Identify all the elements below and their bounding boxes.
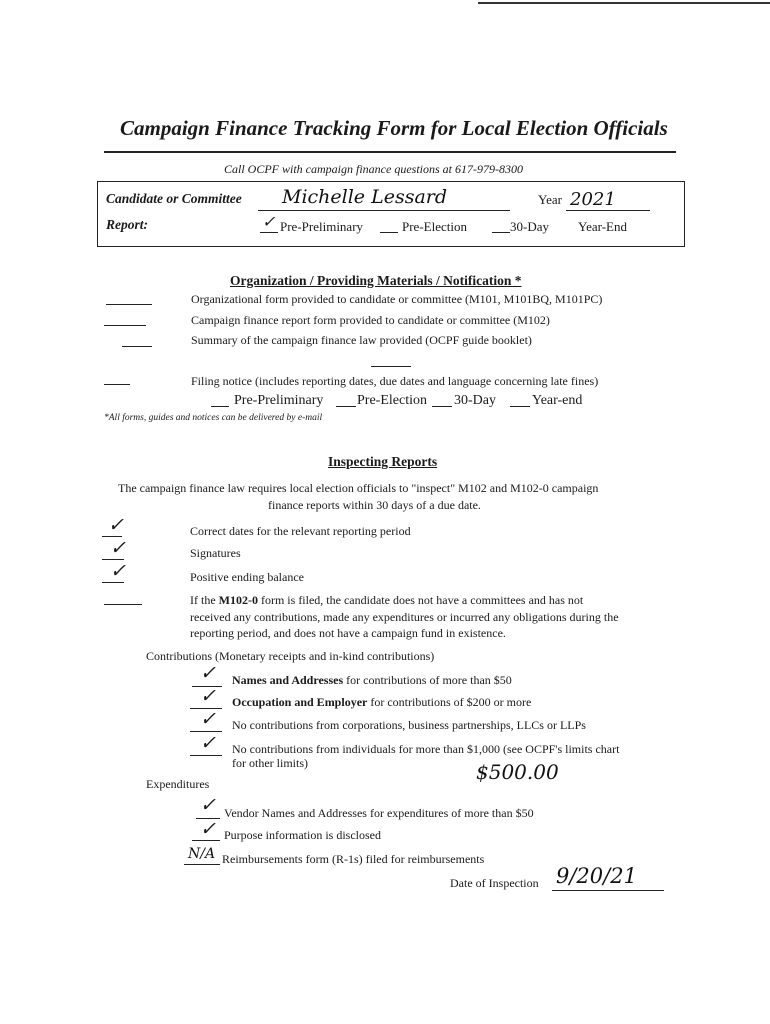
- expend-check-2[interactable]: ✓: [200, 818, 216, 840]
- contrib-item-4-line-2: for other limits): [232, 756, 308, 770]
- org-blank-4[interactable]: [104, 384, 130, 385]
- candidate-line: [258, 210, 510, 211]
- contrib-item-3: No contributions from corporations, business partnerships, LLCs or LLPs: [232, 718, 586, 732]
- m102-line-1: [190, 593, 583, 608]
- candidate-value[interactable]: Michelle Lessard: [282, 186, 448, 208]
- scan-edge-line: [478, 2, 770, 4]
- report-option-pre-election: Pre-Election: [402, 219, 467, 234]
- filing-option-pre-election: Pre-Election: [357, 393, 427, 408]
- contrib-item-2-rest: for contributions of $200 or more: [367, 695, 532, 709]
- year-label: Year: [538, 192, 562, 207]
- contrib-check-1[interactable]: ✓: [200, 662, 216, 684]
- expend-na-mark[interactable]: N/A: [188, 846, 216, 862]
- report-check-mark[interactable]: ✓: [262, 212, 276, 231]
- filing-blank-3[interactable]: [432, 406, 452, 407]
- contrib-item-1-bold: Names and Addresses: [232, 673, 344, 687]
- org-blank-1[interactable]: [106, 304, 152, 305]
- inspect-check-1[interactable]: ✓: [108, 514, 124, 536]
- expend-blank-2: [192, 840, 220, 841]
- expend-blank-3: [184, 864, 220, 865]
- org-blank-3[interactable]: [122, 346, 152, 347]
- contrib-item-2-bold: Occupation and Employer: [232, 695, 368, 709]
- org-heading: Organization / Providing Materials / Notification *: [230, 273, 522, 288]
- candidate-label: Candidate or Committee: [106, 191, 242, 206]
- org-item-4: Filing notice (includes reporting dates, due dates and language concerning late fines): [191, 374, 599, 388]
- m102-line-2: received any contributions, made any expenditures or incurred any obligations during the: [190, 610, 619, 624]
- report-blank-1: [260, 232, 278, 233]
- form-title: Campaign Finance Tracking Form for Local Election Officials: [120, 116, 668, 140]
- filing-blank-1[interactable]: [211, 406, 229, 407]
- org-item-2: Campaign finance report form provided to candidate or committee (M102): [191, 313, 550, 327]
- inspect-intro-2: finance reports within 30 days of a due date.: [268, 498, 481, 512]
- report-option-year-end: Year-End: [578, 219, 627, 234]
- m102-line-3: reporting period, and does not have a campaign fund in existence.: [190, 626, 506, 640]
- contrib-item-2: [232, 695, 531, 710]
- contrib-check-3[interactable]: ✓: [200, 708, 216, 730]
- org-item-1: Organizational form provided to candidate or committee (M101, M101BQ, M101PC): [191, 292, 603, 306]
- m102-rest: form is filed, the candidate does not have a committees and has not: [257, 593, 584, 607]
- inspection-date-value[interactable]: 9/20/21: [556, 864, 637, 888]
- org-stray-line: [371, 366, 411, 367]
- expend-item-2: Purpose information is disclosed: [224, 828, 381, 842]
- expend-item-1: Vendor Names and Addresses for expenditures of more than $50: [224, 806, 534, 820]
- contrib-item-1: [232, 673, 512, 688]
- contributions-label: Contributions (Monetary receipts and in-kind contributions): [146, 649, 435, 663]
- org-footnote: *All forms, guides and notices can be delivered by e-mail: [104, 413, 323, 423]
- expend-check-1[interactable]: ✓: [200, 794, 216, 816]
- inspect-item-dates: Correct dates for the relevant reporting period: [190, 524, 411, 538]
- inspect-blank-3: [102, 582, 124, 583]
- contrib-check-2[interactable]: ✓: [200, 685, 216, 707]
- inspect-check-3[interactable]: ✓: [110, 560, 126, 582]
- subtitle: Call OCPF with campaign finance questions at 617-979-8300: [224, 162, 523, 176]
- filing-blank-4[interactable]: [510, 406, 530, 407]
- report-blank-3: [492, 232, 510, 233]
- contrib-item-1-rest: for contributions of more than $50: [343, 673, 512, 687]
- year-line: [566, 210, 650, 211]
- year-value[interactable]: 2021: [570, 189, 616, 210]
- contrib-blank-4: [190, 755, 222, 756]
- contrib-item-4-line-1: No contributions from individuals for more than $1,000 (see OCPF's limits chart: [232, 742, 620, 756]
- m102-prefix: If the: [190, 593, 219, 607]
- inspect-intro-1: The campaign finance law requires local election officials to "inspect" M102 and M102-0 campaign: [118, 481, 599, 495]
- filing-option-30-day: 30-Day: [454, 393, 496, 408]
- filing-blank-2[interactable]: [336, 406, 356, 407]
- inspection-date-line: [552, 890, 664, 891]
- org-blank-2[interactable]: [104, 325, 146, 326]
- inspection-date-label: Date of Inspection: [450, 876, 539, 890]
- inspect-item-signatures: Signatures: [190, 546, 241, 560]
- inspect-heading: Inspecting Reports: [328, 454, 438, 469]
- report-label: Report:: [106, 217, 148, 232]
- contrib-check-4[interactable]: ✓: [200, 732, 216, 754]
- title-rule: [104, 151, 676, 153]
- filing-option-pre-preliminary: Pre-Preliminary: [234, 393, 324, 408]
- report-option-30-day: 30-Day: [510, 219, 549, 234]
- m102-blank[interactable]: [104, 604, 142, 605]
- org-item-3: Summary of the campaign finance law provided (OCPF guide booklet): [191, 333, 532, 347]
- expend-item-3: Reimbursements form (R-1s) filed for reimbursements: [222, 852, 485, 866]
- handwritten-amount[interactable]: $500.00: [476, 760, 559, 784]
- expenditures-label: Expenditures: [146, 777, 210, 791]
- inspect-item-balance: Positive ending balance: [190, 570, 304, 584]
- report-option-pre-preliminary: Pre-Preliminary: [280, 219, 364, 234]
- filing-option-year-end: Year-end: [532, 393, 583, 408]
- m102-bold: M102-0: [218, 593, 258, 607]
- report-blank-2: [380, 232, 398, 233]
- inspect-check-2[interactable]: ✓: [110, 537, 126, 559]
